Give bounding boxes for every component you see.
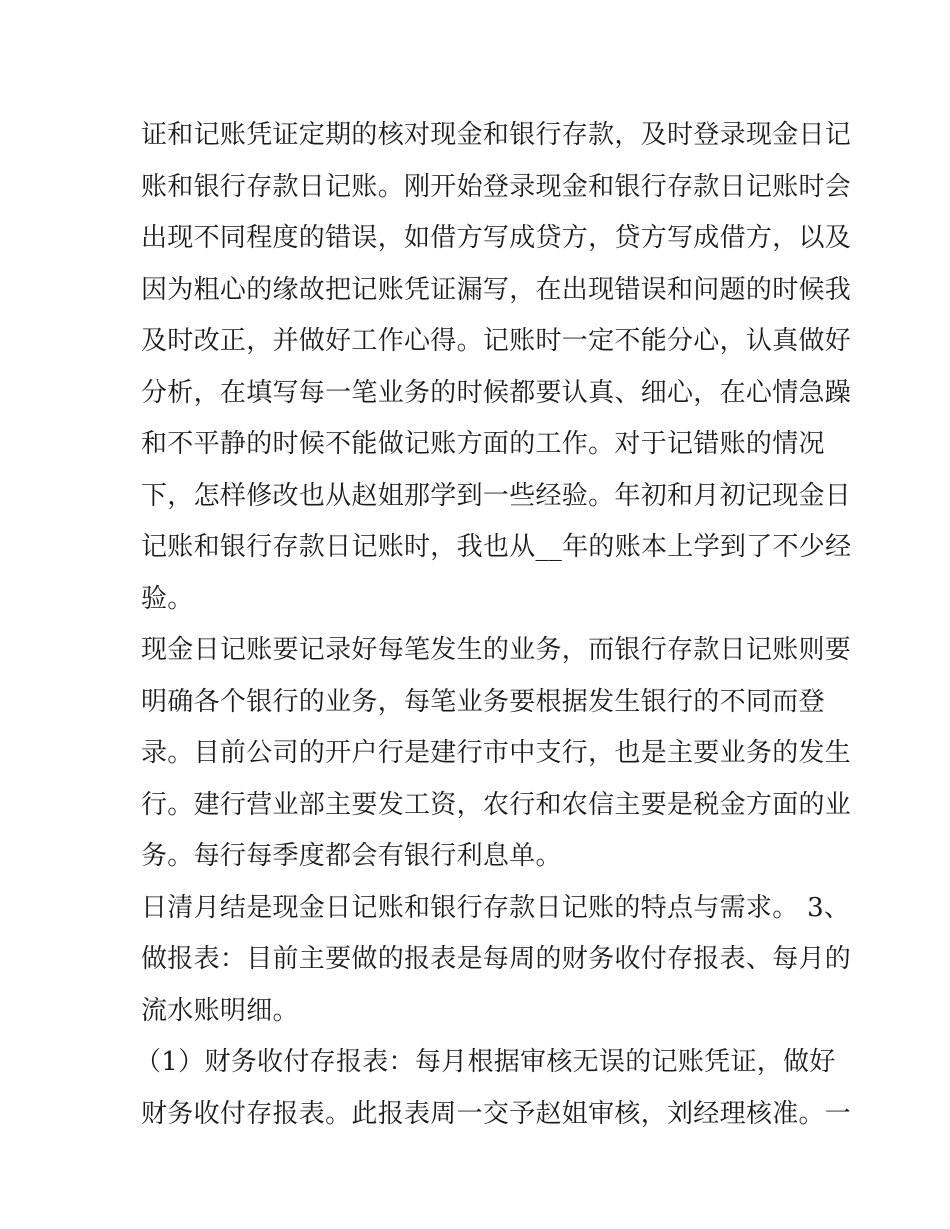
text-line: 下，怎样修改也从赵姐那学到一些经验。年初和月初记现金日: [141, 480, 852, 511]
text-line: 日清月结是现金日记账和银行存款日记账的特点与需求。 3、: [141, 892, 851, 923]
text-line: 流水账明细。: [141, 995, 299, 1026]
text-line: 及时改正，并做好工作心得。记账时一定不能分心，认真做好: [141, 326, 852, 356]
text-line: 明确各个银行的业务，每笔业务要根据发生银行的不同而登: [141, 686, 825, 717]
text-line: 做报表：目前主要做的报表是每周的财务收付存报表、每月的: [141, 944, 852, 974]
text-line: 出现不同程度的错误，如借方写成贷方，贷方写成借方，以及: [141, 223, 852, 253]
text-line: 现金日记账要记录好每笔发生的业务，而银行存款日记账则要: [141, 635, 852, 665]
text-line: （1）财务收付存报表：每月根据审核无误的记账凭证，做好: [135, 1047, 836, 1077]
text-line: 行。建行营业部主要发工资，农行和农信主要是税金方面的业: [141, 789, 852, 820]
text-line: 务。每行每季度都会有银行利息单。: [141, 841, 562, 871]
text-line: 因为粗心的缘故把记账凭证漏写，在出现错误和问题的时候我: [141, 274, 852, 305]
text-line: 录。目前公司的开户行是建行市中支行，也是主要业务的发生: [141, 738, 852, 768]
body-text: [135, 110, 852, 1140]
text-line: 验。: [141, 583, 194, 614]
text-line: 分析，在填写每一笔业务的时候都要认真、细心，在心情急躁: [141, 377, 852, 408]
text-line: 记账和银行存款日记账时，我也从__年的账本上学到了不少经: [141, 532, 852, 562]
text-line: 账和银行存款日记账。刚开始登录现金和银行存款日记账时会: [141, 171, 852, 202]
text-line: 和不平静的时候不能做记账方面的工作。对于记错账的情况: [141, 429, 825, 459]
text-line: 财务收付存报表。此报表周一交予赵姐审核，刘经理核准。一: [141, 1098, 852, 1129]
text-line: 证和记账凭证定期的核对现金和银行存款，及时登录现金日记: [141, 120, 852, 150]
